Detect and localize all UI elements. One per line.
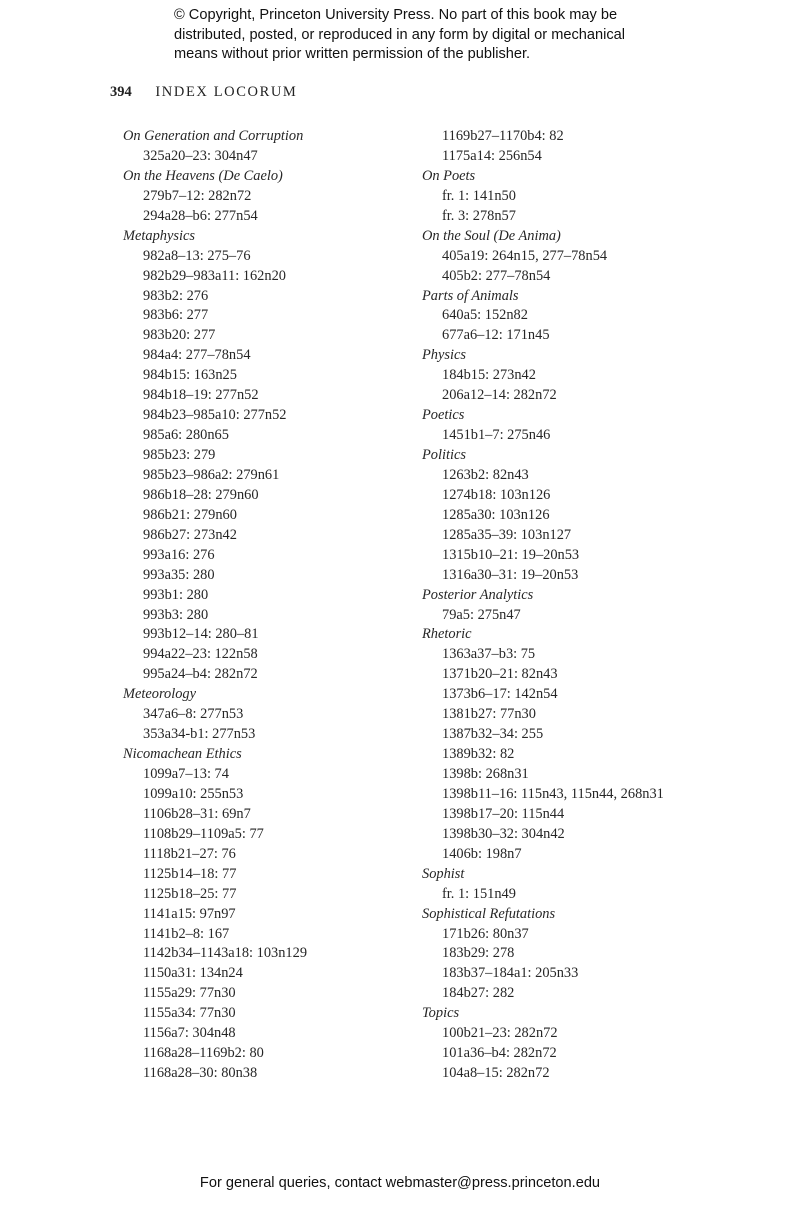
index-locus-entry: 1168a28–1169b2: 80	[143, 1045, 264, 1062]
index-locus-entry: 1106b28–31: 69n7	[143, 805, 251, 822]
index-locus-entry: 985a6: 280n65	[143, 427, 229, 444]
index-locus-entry: 1381b27: 77n30	[442, 706, 536, 723]
index-locus-entry: 984a4: 277–78n54	[143, 347, 251, 364]
index-locus-entry: fr. 3: 278n57	[442, 207, 516, 224]
index-locus-entry: 279b7–12: 282n72	[143, 187, 252, 204]
copyright-line: © Copyright, Princeton University Press. No part of this book may be	[174, 7, 618, 23]
index-locus-entry: 1108b29–1109a5: 77	[143, 825, 264, 842]
index-locus-entry: 986b18–28: 279n60	[143, 486, 259, 503]
index-locus-entry: 1398b: 268n31	[442, 766, 529, 782]
index-locus-entry: 1168a28–30: 80n38	[143, 1065, 258, 1082]
index-locus-entry: 294a28–b6: 277n54	[143, 207, 258, 224]
index-locus-entry: 1315b10–21: 19–20n53	[442, 546, 580, 563]
index-locus-entry: fr. 1: 141n50	[442, 187, 516, 204]
index-work-title: On Poets	[422, 167, 476, 184]
index-locus-entry: 985b23–986a2: 279n61	[143, 466, 280, 483]
index-locus-entry: 986b27: 273n42	[143, 526, 237, 543]
index-locus-entry: 347a6–8: 277n53	[143, 706, 244, 723]
index-work-title: Topics	[422, 1005, 460, 1022]
index-locus-entry: 1118b21–27: 76	[143, 845, 236, 862]
index-work-title: Meteorology	[123, 686, 196, 703]
index-locus-entry: 983b6: 277	[143, 307, 209, 324]
index-locus-entry: 325a20–23: 304n47	[143, 147, 258, 164]
index-work-title: Posterior Analytics	[422, 586, 534, 603]
copyright-notice	[174, 6, 694, 65]
index-locus-entry: fr. 1: 151n49	[442, 885, 516, 902]
index-locus-entry: 677a6–12: 171n45	[442, 327, 550, 344]
index-locus-entry: 1099a7–13: 74	[143, 766, 229, 782]
index-locus-entry: 1398b30–32: 304n42	[442, 825, 565, 842]
running-head-title: INDEX LOCORUM	[155, 84, 298, 100]
index-locus-entry: 1141b2–8: 167	[143, 925, 230, 942]
index-locus-entry: 1316a30–31: 19–20n53	[442, 566, 579, 583]
index-column-left	[123, 127, 413, 1084]
index-locus-entry: 1155a34: 77n30	[143, 1005, 236, 1022]
index-locus-entry: 993a16: 276	[143, 546, 215, 563]
index-locus-entry: 104a8–15: 282n72	[442, 1065, 550, 1082]
index-work-title: On the Soul (De Anima)	[422, 227, 561, 244]
index-locus-entry: 101a36–b4: 282n72	[442, 1045, 557, 1062]
index-locus-entry: 1156a7: 304n48	[143, 1025, 236, 1042]
index-work-title: Physics	[422, 347, 466, 364]
index-locus-entry: 1285a30: 103n126	[442, 506, 550, 523]
index-work-title: Poetics	[422, 407, 465, 424]
index-locus-entry: 1142b34–1143a18: 103n129	[143, 945, 308, 962]
index-locus-entry: 1125b14–18: 77	[143, 865, 237, 882]
index-work-title: On Generation and Corruption	[123, 128, 304, 144]
index-locus-entry: 983b2: 276	[143, 287, 209, 304]
index-locus-entry: 986b21: 279n60	[143, 506, 237, 523]
index-work-title: Sophistical Refutations	[422, 905, 556, 922]
index-locus-entry: 1371b20–21: 82n43	[442, 666, 558, 683]
index-work-title: Parts of Animals	[422, 287, 519, 304]
index-locus-entry: 1150a31: 134n24	[143, 965, 243, 982]
index-locus-entry: 1398b11–16: 115n43, 115n44, 268n31	[442, 785, 664, 802]
index-locus-entry: 184b15: 273n42	[442, 367, 536, 384]
index-locus-entry: 995a24–b4: 282n72	[143, 666, 258, 683]
index-locus-entry: 982b29–983a11: 162n20	[143, 267, 286, 284]
index-locus-entry: 183b29: 278	[442, 945, 515, 962]
index-locus-entry: 1141a15: 97n97	[143, 905, 236, 922]
index-locus-entry: 206a12–14: 282n72	[442, 387, 557, 404]
index-work-title: Rhetoric	[422, 626, 472, 643]
index-locus-entry: 405b2: 277–78n54	[442, 267, 551, 284]
index-locus-entry: 1406b: 198n7	[442, 845, 522, 862]
index-locus-entry: 1285a35–39: 103n127	[442, 526, 572, 543]
index-locus-entry: 994a22–23: 122n58	[143, 646, 258, 663]
index-locus-entry: 1363a37–b3: 75	[442, 646, 536, 663]
index-locus-entry: 1274b18: 103n126	[442, 486, 551, 503]
index-locus-entry: 1125b18–25: 77	[143, 885, 237, 902]
index-locus-entry: 405a19: 264n15, 277–78n54	[442, 247, 608, 264]
index-work-title: Politics	[422, 447, 466, 463]
index-locus-entry: 640a5: 152n82	[442, 307, 528, 324]
copyright-line: distributed, posted, or reproduced in any form by digital or mechanical	[174, 26, 626, 43]
index-locus-entry: 993b3: 280	[143, 606, 209, 623]
index-work-title: Metaphysics	[123, 227, 195, 244]
index-locus-entry: 1099a10: 255n53	[143, 785, 244, 802]
index-locus-entry: 353a34-b1: 277n53	[143, 726, 256, 743]
page-number: 394	[110, 84, 132, 100]
index-locus-entry: 1387b32–34: 255	[442, 726, 544, 743]
index-work-title: Nicomachean Ethics	[123, 746, 242, 763]
index-locus-entry: 100b21–23: 282n72	[442, 1025, 558, 1042]
running-head	[110, 84, 297, 101]
index-locus-entry: 184b27: 282	[442, 985, 515, 1002]
index-locus-entry: 1263b2: 82n43	[442, 466, 529, 483]
index-locus-entry: 1155a29: 77n30	[143, 985, 236, 1002]
index-locus-entry: 1175a14: 256n54	[442, 147, 542, 164]
index-locus-entry: 985b23: 279	[143, 447, 216, 463]
footer-contact: For general queries, contact webmaster@press.princeton.edu	[199, 1175, 601, 1191]
index-locus-entry: 983b20: 277	[143, 327, 216, 344]
index-locus-entry: 1451b1–7: 275n46	[442, 427, 551, 444]
index-locus-entry: 1389b32: 82	[442, 746, 515, 763]
index-locus-entry: 984b23–985a10: 277n52	[143, 407, 287, 424]
index-locus-entry: 1373b6–17: 142n54	[442, 686, 558, 703]
index-locus-entry: 171b26: 80n37	[442, 925, 529, 942]
index-locus-entry: 982a8–13: 275–76	[143, 247, 251, 264]
copyright-line: means without prior written permission of the publisher.	[174, 46, 531, 62]
index-locus-entry: 993b1: 280	[143, 586, 209, 603]
index-locus-entry: 1169b27–1170b4: 82	[442, 128, 564, 144]
index-locus-entry: 993b12–14: 280–81	[143, 626, 259, 643]
index-locus-entry: 79a5: 275n47	[442, 606, 521, 623]
index-locus-entry: 993a35: 280	[143, 566, 215, 583]
index-work-title: On the Heavens (De Caelo)	[123, 167, 283, 184]
index-locus-entry: 1398b17–20: 115n44	[442, 805, 565, 822]
index-locus-entry: 984b15: 163n25	[143, 367, 237, 384]
index-work-title: Sophist	[422, 865, 465, 882]
index-locus-entry: 183b37–184a1: 205n33	[442, 965, 579, 982]
index-locus-entry: 984b18–19: 277n52	[143, 387, 259, 404]
index-column-right	[422, 127, 712, 1084]
